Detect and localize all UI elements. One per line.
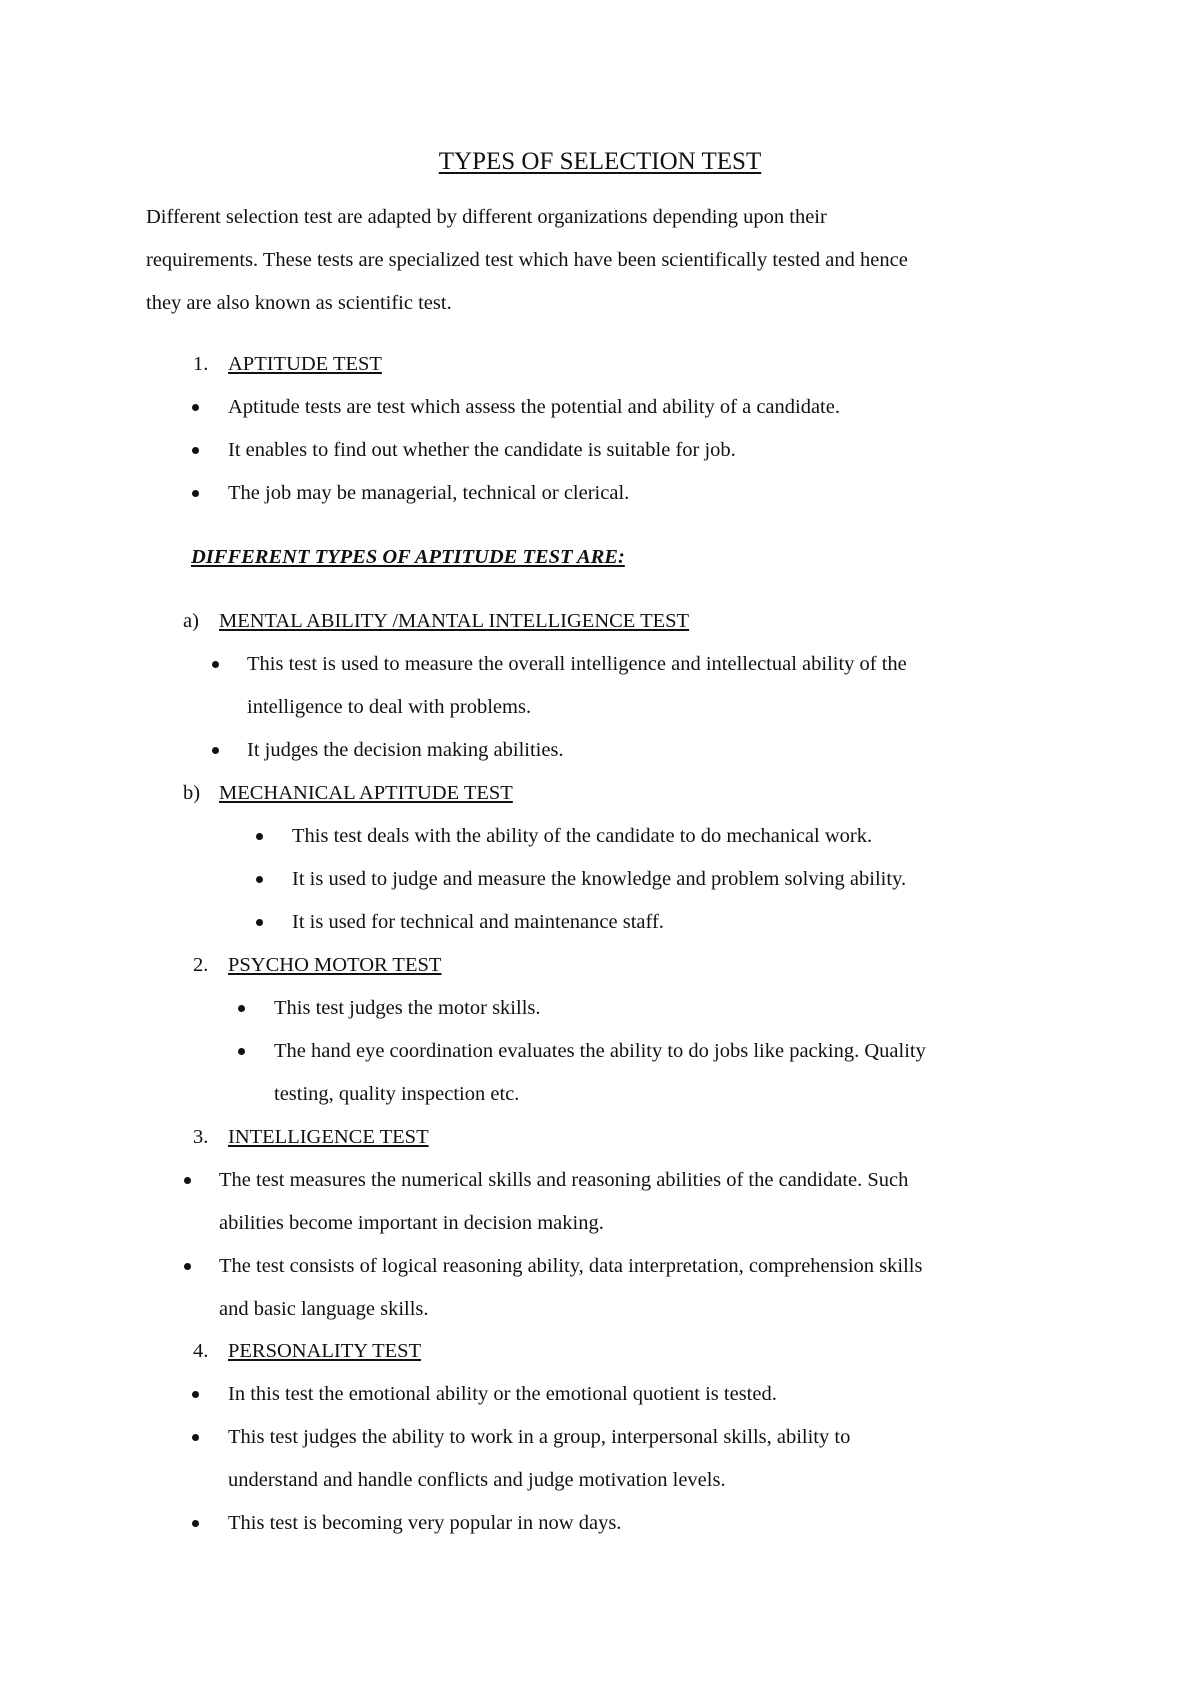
- personality-bullet-2-line-2: understand and handle conflicts and judge motivation levels.: [228, 1469, 726, 1491]
- heading-types-of-aptitude: DIFFERENT TYPES OF APTITUDE TEST ARE:: [191, 546, 625, 568]
- bullet-icon: [192, 1391, 199, 1398]
- personality-bullet-1: In this test the emotional ability or the emotional quotient is tested.: [228, 1383, 777, 1405]
- bullet-icon: [256, 919, 263, 926]
- aptitude-bullet-2: It enables to find out whether the candidate is suitable for job.: [228, 439, 736, 461]
- bullet-icon: [184, 1177, 191, 1184]
- personality-bullet-3: This test is becoming very popular in now days.: [228, 1512, 622, 1534]
- mental-bullet-1-line-2: intelligence to deal with problems.: [247, 696, 532, 718]
- intro-line-2: requirements. These tests are specialized test which have been scientifically tested and hence: [146, 249, 908, 271]
- mechanical-bullet-2: It is used to judge and measure the knowledge and problem solving ability.: [292, 868, 907, 890]
- mechanical-bullet-3: It is used for technical and maintenance staff.: [292, 911, 664, 933]
- bullet-icon: [256, 876, 263, 883]
- psycho-bullet-1: This test judges the motor skills.: [274, 997, 541, 1019]
- heading-psycho-motor-test: PSYCHO MOTOR TEST: [228, 954, 442, 976]
- document-title: TYPES OF SELECTION TEST: [438, 148, 762, 175]
- heading-personality-test: PERSONALITY TEST: [228, 1340, 422, 1362]
- intelligence-bullet-2-line-2: and basic language skills.: [219, 1298, 429, 1320]
- heading-mechanical-aptitude-test: MECHANICAL APTITUDE TEST: [219, 782, 513, 804]
- psycho-bullet-2-line-1: The hand eye coordination evaluates the ability to do jobs like packing. Quality: [274, 1040, 926, 1062]
- mental-bullet-2: It judges the decision making abilities.: [247, 739, 564, 761]
- mental-bullet-1-line-1: This test is used to measure the overall intelligence and intellectual ability of the: [247, 653, 907, 675]
- intro-line-3: they are also known as scientific test.: [146, 292, 452, 314]
- section-number-intelligence: 3.: [193, 1126, 209, 1148]
- intelligence-bullet-1-line-2: abilities become important in decision making.: [219, 1212, 604, 1234]
- section-number-psycho: 2.: [193, 954, 209, 976]
- personality-bullet-2-line-1: This test judges the ability to work in a group, interpersonal skills, ability to: [228, 1426, 851, 1448]
- bullet-icon: [256, 833, 263, 840]
- bullet-icon: [192, 404, 199, 411]
- aptitude-bullet-1: Aptitude tests are test which assess the potential and ability of a candidate.: [228, 396, 840, 418]
- sub-letter-mechanical: b): [183, 782, 201, 804]
- sub-letter-mental: a): [183, 610, 199, 632]
- bullet-icon: [192, 1520, 199, 1527]
- psycho-bullet-2-line-2: testing, quality inspection etc.: [274, 1083, 520, 1105]
- bullet-icon: [238, 1048, 245, 1055]
- intelligence-bullet-1-line-1: The test measures the numerical skills and reasoning abilities of the candidate. Such: [219, 1169, 909, 1191]
- bullet-icon: [212, 661, 219, 668]
- bullet-icon: [212, 747, 219, 754]
- mechanical-bullet-1: This test deals with the ability of the candidate to do mechanical work.: [292, 825, 873, 847]
- section-number-personality: 4.: [193, 1340, 209, 1362]
- intro-line-1: Different selection test are adapted by different organizations depending upon their: [146, 206, 827, 228]
- aptitude-bullet-3: The job may be managerial, technical or clerical.: [228, 482, 630, 504]
- heading-aptitude-test: APTITUDE TEST: [228, 353, 382, 375]
- heading-mental-ability-test: MENTAL ABILITY /MANTAL INTELLIGENCE TEST: [219, 610, 690, 632]
- section-number-aptitude: 1.: [193, 353, 209, 375]
- bullet-icon: [192, 490, 199, 497]
- bullet-icon: [192, 447, 199, 454]
- heading-intelligence-test: INTELLIGENCE TEST: [228, 1126, 429, 1148]
- bullet-icon: [238, 1005, 245, 1012]
- bullet-icon: [184, 1263, 191, 1270]
- intelligence-bullet-2-line-1: The test consists of logical reasoning ability, data interpretation, comprehension skills: [219, 1255, 923, 1277]
- bullet-icon: [192, 1434, 199, 1441]
